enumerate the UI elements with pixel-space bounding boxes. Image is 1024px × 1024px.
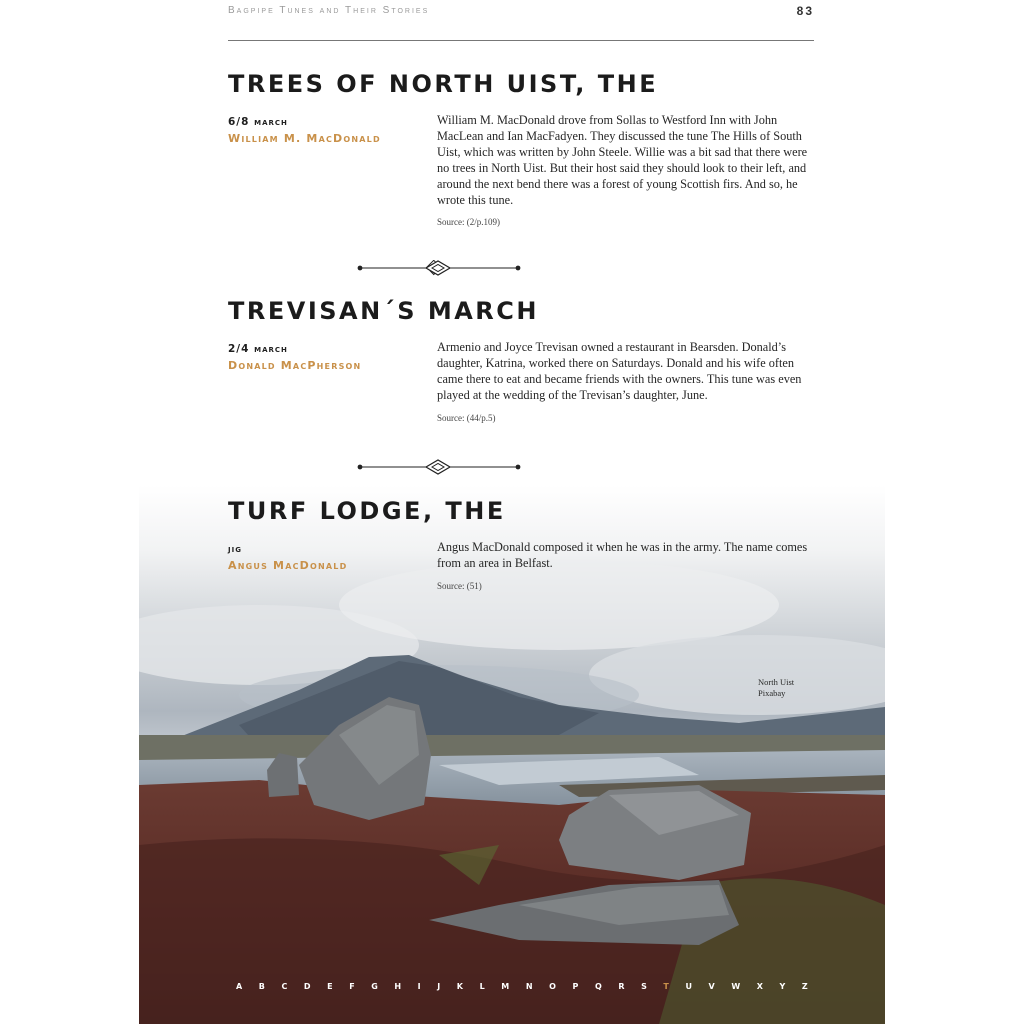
alphabet-letter-s[interactable]: S: [641, 982, 647, 991]
alphabet-letter-d[interactable]: D: [303, 982, 311, 991]
running-title: Bagpipe Tunes and Their Stories: [228, 5, 430, 16]
entry-source: Source: (44/p.5): [437, 413, 496, 423]
ornament-divider: [356, 459, 522, 475]
alphabet-letter-l[interactable]: L: [479, 982, 485, 991]
alphabet-letter-t[interactable]: T: [663, 982, 669, 991]
entry-source: Source: (2/p.109): [437, 217, 500, 227]
alphabet-index: [236, 982, 808, 994]
alphabet-letter-z[interactable]: Z: [801, 982, 808, 991]
alphabet-letter-r[interactable]: R: [618, 982, 625, 991]
entry-title-turf-lodge: TURF LODGE, THE: [228, 497, 506, 525]
alphabet-letter-o[interactable]: O: [549, 982, 556, 991]
page-header: [228, 3, 814, 19]
entry-source: Source: (51): [437, 581, 482, 591]
alphabet-letter-f[interactable]: F: [349, 982, 355, 991]
entry-description: William M. MacDonald drove from Sollas to Westford Inn with John MacLean and Ian MacFadyen. They discussed the tune The Hills of South Uist, which was written by John Steele. Willie was a bit sad that there were no trees in North Uist. But their host said they should look to their left, and around the next bend there was a forest of young Scottish firs. And so, he wrote this tune.: [437, 113, 808, 207]
photo-credit: [758, 677, 794, 699]
entry-tune-type: jig: [228, 543, 242, 555]
alphabet-letter-e[interactable]: E: [327, 982, 333, 991]
alphabet-letter-g[interactable]: G: [371, 982, 378, 991]
entry-tune-type: 6/8 march: [228, 116, 288, 128]
alphabet-letter-u[interactable]: U: [685, 982, 692, 991]
ornament-divider: [356, 260, 522, 276]
alphabet-letter-p[interactable]: P: [572, 982, 579, 991]
alphabet-letter-b[interactable]: B: [258, 982, 265, 991]
entry-description: Armenio and Joyce Trevisan owned a restaurant in Bearsden. Donald’s daughter, Katrina, worked there on Saturdays. Donald and his wife often came there to eat and became friends with the owners. This tune was even played at the wedding of the Trevisan’s daughter, June.: [437, 340, 802, 402]
alphabet-letter-w[interactable]: W: [731, 982, 741, 991]
header-rule: [228, 40, 814, 41]
entry-title-trees-of-north-uist: TREES OF NORTH UIST, THE: [228, 70, 659, 98]
entry-composer: Angus MacDonald: [228, 559, 348, 572]
page-number: 83: [796, 4, 814, 18]
entry-composer: Donald MacPherson: [228, 359, 362, 372]
alphabet-letter-v[interactable]: V: [708, 982, 715, 991]
entry-description: Angus MacDonald composed it when he was in the army. The name comes from an area in Belfast.: [437, 540, 808, 570]
photo-credit-location: North Uist: [758, 677, 795, 687]
alphabet-letter-c[interactable]: C: [281, 982, 288, 991]
entry-title-trevisans-march: TREVISAN´S MARCH: [228, 297, 539, 325]
alphabet-letter-q[interactable]: Q: [594, 982, 602, 991]
alphabet-letter-h[interactable]: H: [394, 982, 402, 991]
alphabet-letter-j[interactable]: J: [437, 982, 441, 991]
entry-composer: William M. MacDonald: [228, 132, 381, 145]
photo-credit-source: Pixabay: [758, 688, 786, 698]
alphabet-letter-y[interactable]: Y: [779, 982, 786, 991]
entry-tune-type: 2/4 march: [228, 343, 288, 355]
alphabet-letter-n[interactable]: N: [525, 982, 533, 991]
alphabet-letter-a[interactable]: A: [236, 982, 243, 991]
alphabet-letter-i[interactable]: I: [417, 982, 421, 991]
alphabet-letter-x[interactable]: X: [756, 982, 763, 991]
alphabet-letter-k[interactable]: K: [456, 982, 463, 991]
alphabet-letter-m[interactable]: M: [501, 982, 510, 991]
